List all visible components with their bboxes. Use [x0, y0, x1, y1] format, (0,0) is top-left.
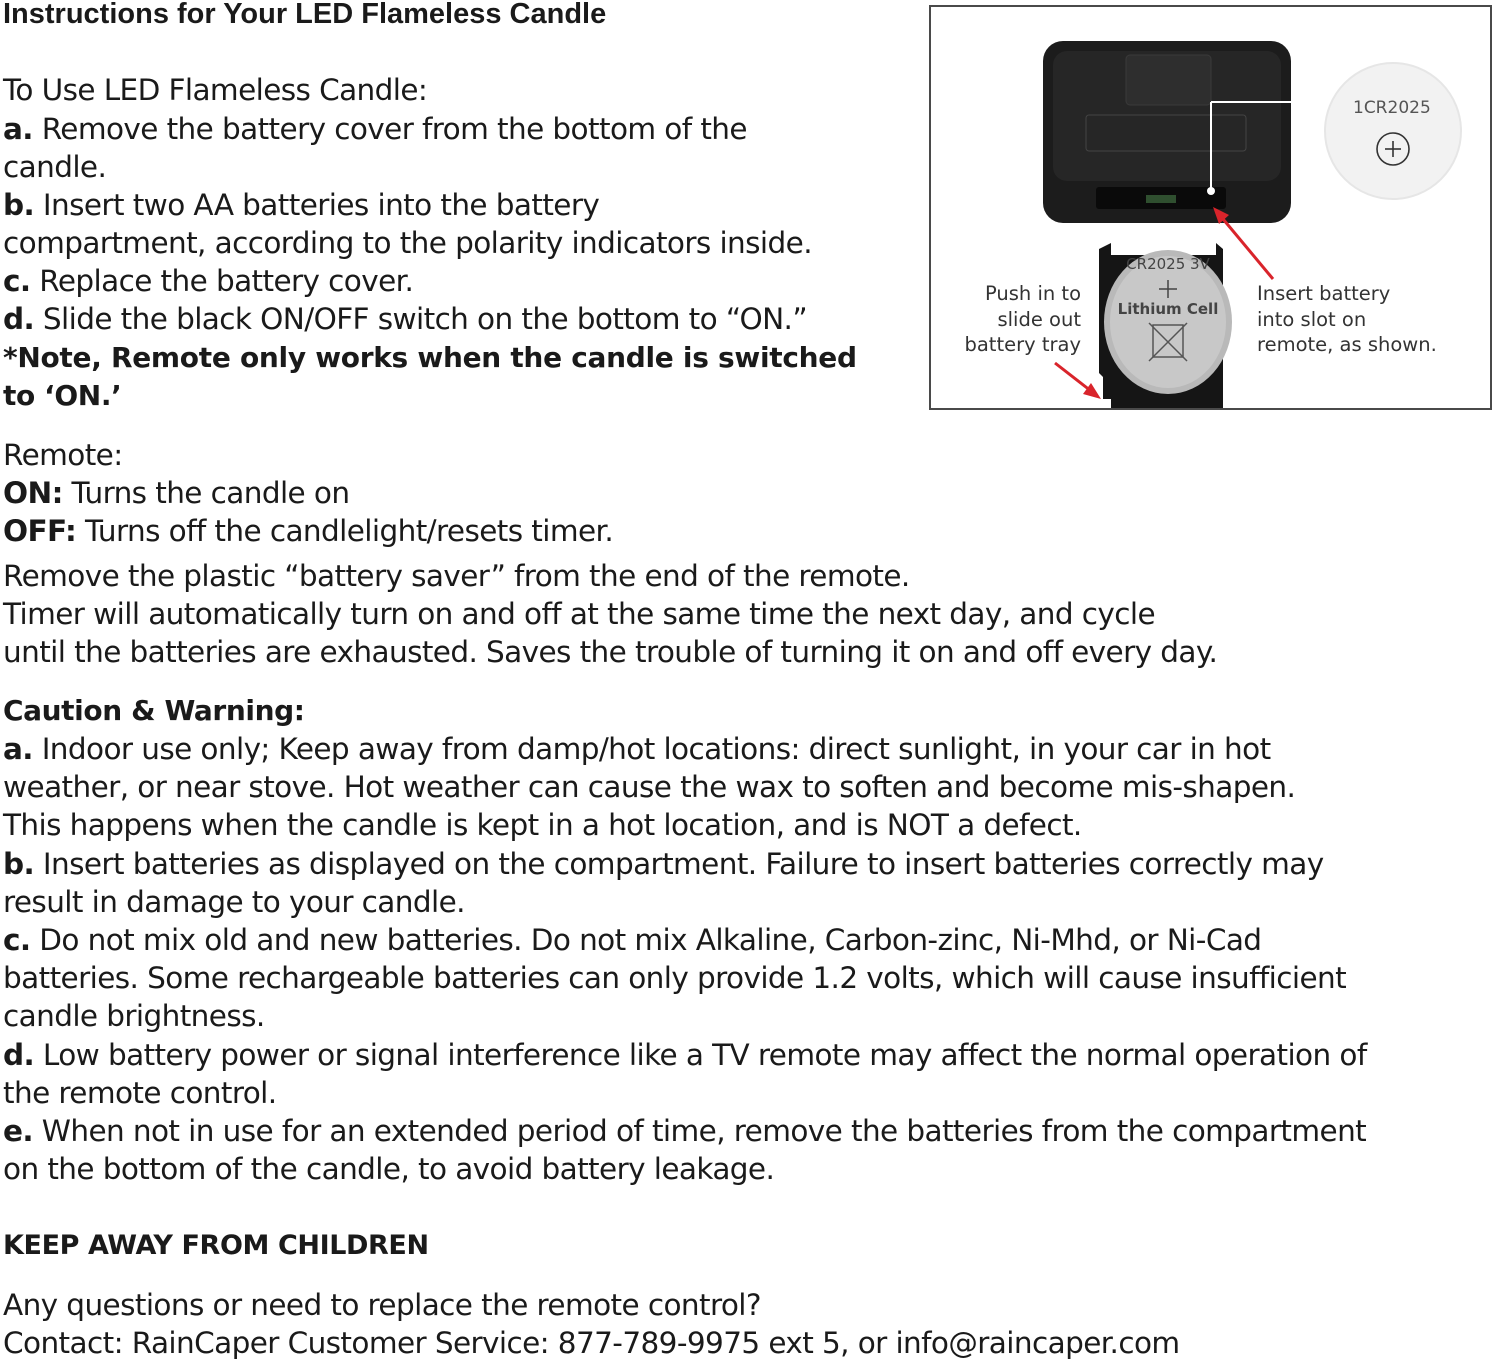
insert-label-line: remote, as shown. [1257, 333, 1437, 356]
step-letter: c. [3, 264, 31, 298]
remote-line: Remove the plastic “battery saver” from the end of the remote. [3, 559, 910, 593]
page-title: Instructions for Your LED Flameless Candle [3, 0, 607, 30]
on-text: Turns the candle on [62, 476, 350, 510]
remote-line: Timer will automatically turn on and off at the same time the next day, and cycle [3, 597, 1156, 631]
caution-a [3, 730, 1271, 768]
item-text: Indoor use only; Keep away from damp/hot locations: direct sunlight, in your car in hot [41, 732, 1271, 766]
caution-heading: Caution & Warning: [3, 694, 305, 727]
off-label: OFF: [3, 514, 77, 548]
step-text: Remove the battery cover from the bottom of the [41, 112, 747, 146]
remote-off [3, 512, 613, 550]
battery-text-top: CR2025 3V [1126, 255, 1210, 273]
use-heading: To Use LED Flameless Candle: [3, 73, 428, 107]
caution-c-cont: candle brightness. [3, 999, 265, 1033]
insert-label-line: into slot on [1257, 307, 1367, 331]
use-step-d [3, 300, 807, 338]
caution-e [3, 1112, 1366, 1150]
step-text: Slide the black ON/OFF switch on the bottom to “ON.” [42, 302, 808, 336]
step-text: Replace the battery cover. [39, 264, 414, 298]
caution-c [3, 921, 1261, 959]
use-step-b-cont: compartment, according to the polarity indicators inside. [3, 226, 812, 260]
item-text: Low battery power or signal interference like a TV remote may affect the normal operation of [42, 1038, 1367, 1072]
item-letter: b. [3, 847, 35, 881]
step-letter: d. [3, 302, 35, 336]
item-letter: c. [3, 923, 31, 957]
remote-heading: Remote: [3, 438, 123, 472]
step-letter: a. [3, 112, 33, 146]
off-text: Turns off the candlelight/resets timer. [76, 514, 614, 548]
battery-figure [929, 5, 1492, 410]
caution-d-cont: the remote control. [3, 1076, 277, 1110]
item-text: When not in use for an extended period of time, remove the batteries from the compartment [41, 1114, 1367, 1148]
step-text: Insert two AA batteries into the battery [42, 188, 600, 222]
item-text: Do not mix old and new batteries. Do not mix Alkaline, Carbon-zinc, Ni-Mhd, or Ni-Cad [39, 923, 1262, 957]
caution-d [3, 1036, 1367, 1074]
caution-a-cont: This happens when the candle is kept in a hot location, and is NOT a defect. [3, 808, 1082, 842]
contact-line: Contact: RainCaper Customer Service: 877-789-9975 ext 5, or info@raincaper.com [3, 1326, 1180, 1360]
use-step-c [3, 262, 413, 300]
insert-label-line: Insert battery [1257, 282, 1391, 305]
coin-zoom [1325, 63, 1461, 199]
caution-c-cont: batteries. Some rechargeable batteries can only provide 1.2 volts, which will cause insufficient [3, 961, 1347, 995]
on-label: ON: [3, 476, 63, 510]
use-step-b [3, 186, 599, 224]
use-step-a-cont: candle. [3, 150, 107, 184]
step-letter: b. [3, 188, 35, 222]
push-label-line: slide out [997, 307, 1081, 331]
note-line-1: *Note, Remote only works when the candle is switched [3, 341, 857, 374]
battery-text-mid: Lithium Cell [1117, 300, 1219, 318]
contact-line: Any questions or need to replace the remote control? [3, 1288, 761, 1322]
use-step-a [3, 110, 747, 148]
item-letter: d. [3, 1038, 35, 1072]
note-line-2: to ‘ON.’ [3, 379, 122, 412]
caution-e-cont: on the bottom of the candle, to avoid battery leakage. [3, 1152, 775, 1186]
push-label-line: battery tray [964, 333, 1081, 356]
caution-a-cont: weather, or near stove. Hot weather can cause the wax to soften and become mis-shapen. [3, 770, 1296, 804]
push-label [957, 281, 1081, 358]
item-letter: e. [3, 1114, 34, 1148]
push-label-line: Push in to [984, 282, 1081, 305]
remote-line: until the batteries are exhausted. Saves the trouble of turning it on and off every day. [3, 635, 1218, 669]
remote-on [3, 474, 349, 512]
caution-b-cont: result in damage to your candle. [3, 885, 465, 919]
coin-label: 1CR2025 [1353, 98, 1431, 118]
keep-away-warning: KEEP AWAY FROM CHILDREN [3, 1230, 429, 1261]
caution-b [3, 845, 1324, 883]
item-text: Insert batteries as displayed on the compartment. Failure to insert batteries correctly may [42, 847, 1324, 881]
insert-label [1257, 281, 1437, 358]
item-letter: a. [3, 732, 33, 766]
